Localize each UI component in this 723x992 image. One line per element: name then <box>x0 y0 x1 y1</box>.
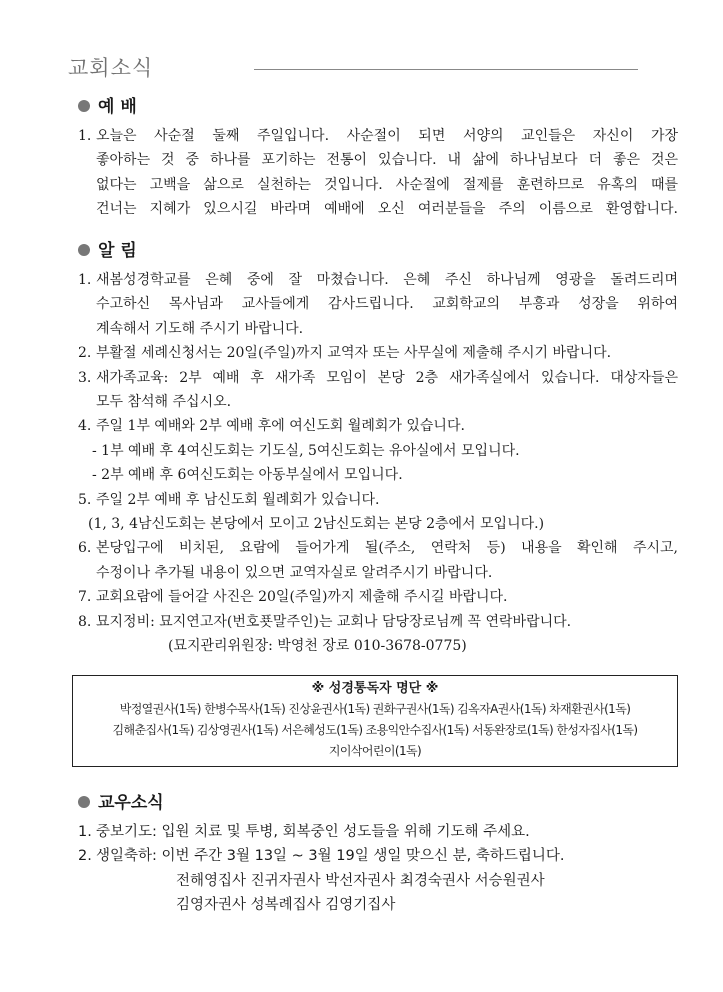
item-text: 없다는 고백을 삶으로 실천하는 것입니다. 사순절에 절제를 훈련하므로 유혹의 때를 <box>96 176 678 193</box>
bullet-icon <box>78 244 90 256</box>
section-heading <box>78 790 678 816</box>
page-title: 교회소식 <box>68 56 154 80</box>
sub-item-text: - 2부 예배 후 6여신도회는 아동부실에서 모입니다. <box>92 467 403 484</box>
section-title: 알 림 <box>98 241 137 261</box>
section-heading <box>78 238 678 264</box>
item-number: 7. <box>78 589 92 606</box>
item-number: 5. <box>78 491 92 508</box>
item-number: 2. <box>78 345 92 362</box>
item-number: 1. <box>78 272 92 288</box>
item-text: 새봄성경학교를 은혜 중에 잘 마쳤습니다. 은혜 주신 하나님께 영광을 돌려드리며 <box>96 272 678 288</box>
item-number: 6. <box>78 540 92 557</box>
reader-names: 지이삭어린이(1독) <box>328 744 422 758</box>
item-text: 교회요람에 들어갈 사진은 20일(주일)까지 제출해 주시길 바랍니다. <box>96 589 508 606</box>
box-title: ※ 성경통독자 명단 ※ <box>311 681 439 696</box>
item-text: 계속해서 기도해 주시기 바랍니다. <box>96 320 304 337</box>
bullet-icon <box>78 100 90 112</box>
item-number: 4. <box>78 418 92 435</box>
item-text: 새가족교육: 2부 예배 후 새가족 모임이 본당 2층 새가족실에서 있습니다. 대상자들은 <box>96 369 678 386</box>
item-number: 2. <box>78 848 92 865</box>
item-number: 3. <box>78 369 92 386</box>
item-text: 건너는 지혜가 있으시길 바라며 예배에 오신 여러분들을 주의 이름으로 환영합니다. <box>96 201 678 218</box>
list-item <box>78 844 678 868</box>
item-text: 생일축하: 이번 주간 3월 13일 ~ 3월 19일 생일 맞으신 분, 축하드립니다. <box>96 848 565 865</box>
header-divider <box>254 69 638 70</box>
list-item <box>78 610 678 634</box>
section-title: 예 배 <box>98 97 137 117</box>
reader-names: 김해춘집사(1독) 김상영권사(1독) 서은혜성도(1독) 조용익안수집사(1독) 서동완장로(1독) 한성자집사(1독) <box>112 723 638 737</box>
list-item <box>78 536 678 585</box>
list-item <box>78 341 678 365</box>
birthday-names: 전해영집사 진귀자권사 박선자권사 최경숙권사 서승원권사 <box>176 872 545 889</box>
list-item <box>78 366 678 415</box>
list-item <box>78 488 678 512</box>
list-item <box>78 820 678 844</box>
item-text: 수정이나 추가될 내용이 있으면 교역자실로 알려주시기 바랍니다. <box>96 564 493 581</box>
item-number: 1. <box>78 824 92 840</box>
section-notices <box>78 238 678 659</box>
item-text: 본당입구에 비치된, 요람에 들어가게 될(주소, 연락처 등) 내용을 확인해 주시고, <box>96 540 678 557</box>
item-text: 오늘은 사순절 둘째 주일입니다. 사순절이 되면 서양의 교인들은 자신이 가장 <box>96 128 678 144</box>
list-item <box>78 268 678 341</box>
list-item <box>78 585 678 609</box>
item-text: 부활절 세례신청서는 20일(주일)까지 교역자 또는 사무실에 제출해 주시기 바랍니다. <box>96 345 612 362</box>
section-heading <box>78 94 678 120</box>
bible-readers-box <box>72 675 678 767</box>
sub-item-text: (1, 3, 4남신도회는 본당에서 모이고 2남신도회는 본당 2층에서 모입니다.) <box>88 516 545 533</box>
birthday-names: 김영자권사 성복례집사 김영기집사 <box>176 897 396 914</box>
reader-names: 박정열권사(1독) 한병수목사(1독) 진상윤권사(1독) 권화구권사(1독) 김옥자A권사(1독) 차재환권사(1독) <box>119 702 631 716</box>
item-number: 8. <box>78 613 92 630</box>
list-item <box>78 124 678 222</box>
page-header <box>68 52 638 86</box>
sub-item-text: - 1부 예배 후 4여신도회는 기도실, 5여신도회는 유아실에서 모입니다. <box>92 442 520 459</box>
item-text: 중보기도: 입원 치료 및 투병, 회복중인 성도들을 위해 기도해 주세요. <box>96 824 530 840</box>
item-text: 수고하신 목사님과 교사들에게 감사드립니다. 교회학교의 부흥과 성장을 위하여 <box>96 296 678 313</box>
section-title: 교우소식 <box>98 793 164 813</box>
section-members <box>78 790 678 918</box>
item-text: 모두 참석해 주십시오. <box>96 394 232 411</box>
item-text: 좋아하는 것 중 하나를 포기하는 전통이 있습니다. 내 삶에 하나님보다 더 좋은 것은 <box>96 152 678 169</box>
section-worship <box>78 94 678 222</box>
item-text: 주일 2부 예배 후 남신도회 월례회가 있습니다. <box>96 491 380 508</box>
item-text: 묘지정비: 묘지연고자(번호푯말주인)는 교회나 담당장로님께 꼭 연락바랍니다. <box>96 613 572 630</box>
list-item <box>78 414 678 438</box>
contact-info: (묘지관리위원장: 박영천 장로 010-3678-0775) <box>168 638 467 655</box>
bullet-icon <box>78 796 90 808</box>
item-text: 주일 1부 예배와 2부 예배 후에 여신도회 월례회가 있습니다. <box>96 418 465 435</box>
item-number: 1. <box>78 128 92 144</box>
